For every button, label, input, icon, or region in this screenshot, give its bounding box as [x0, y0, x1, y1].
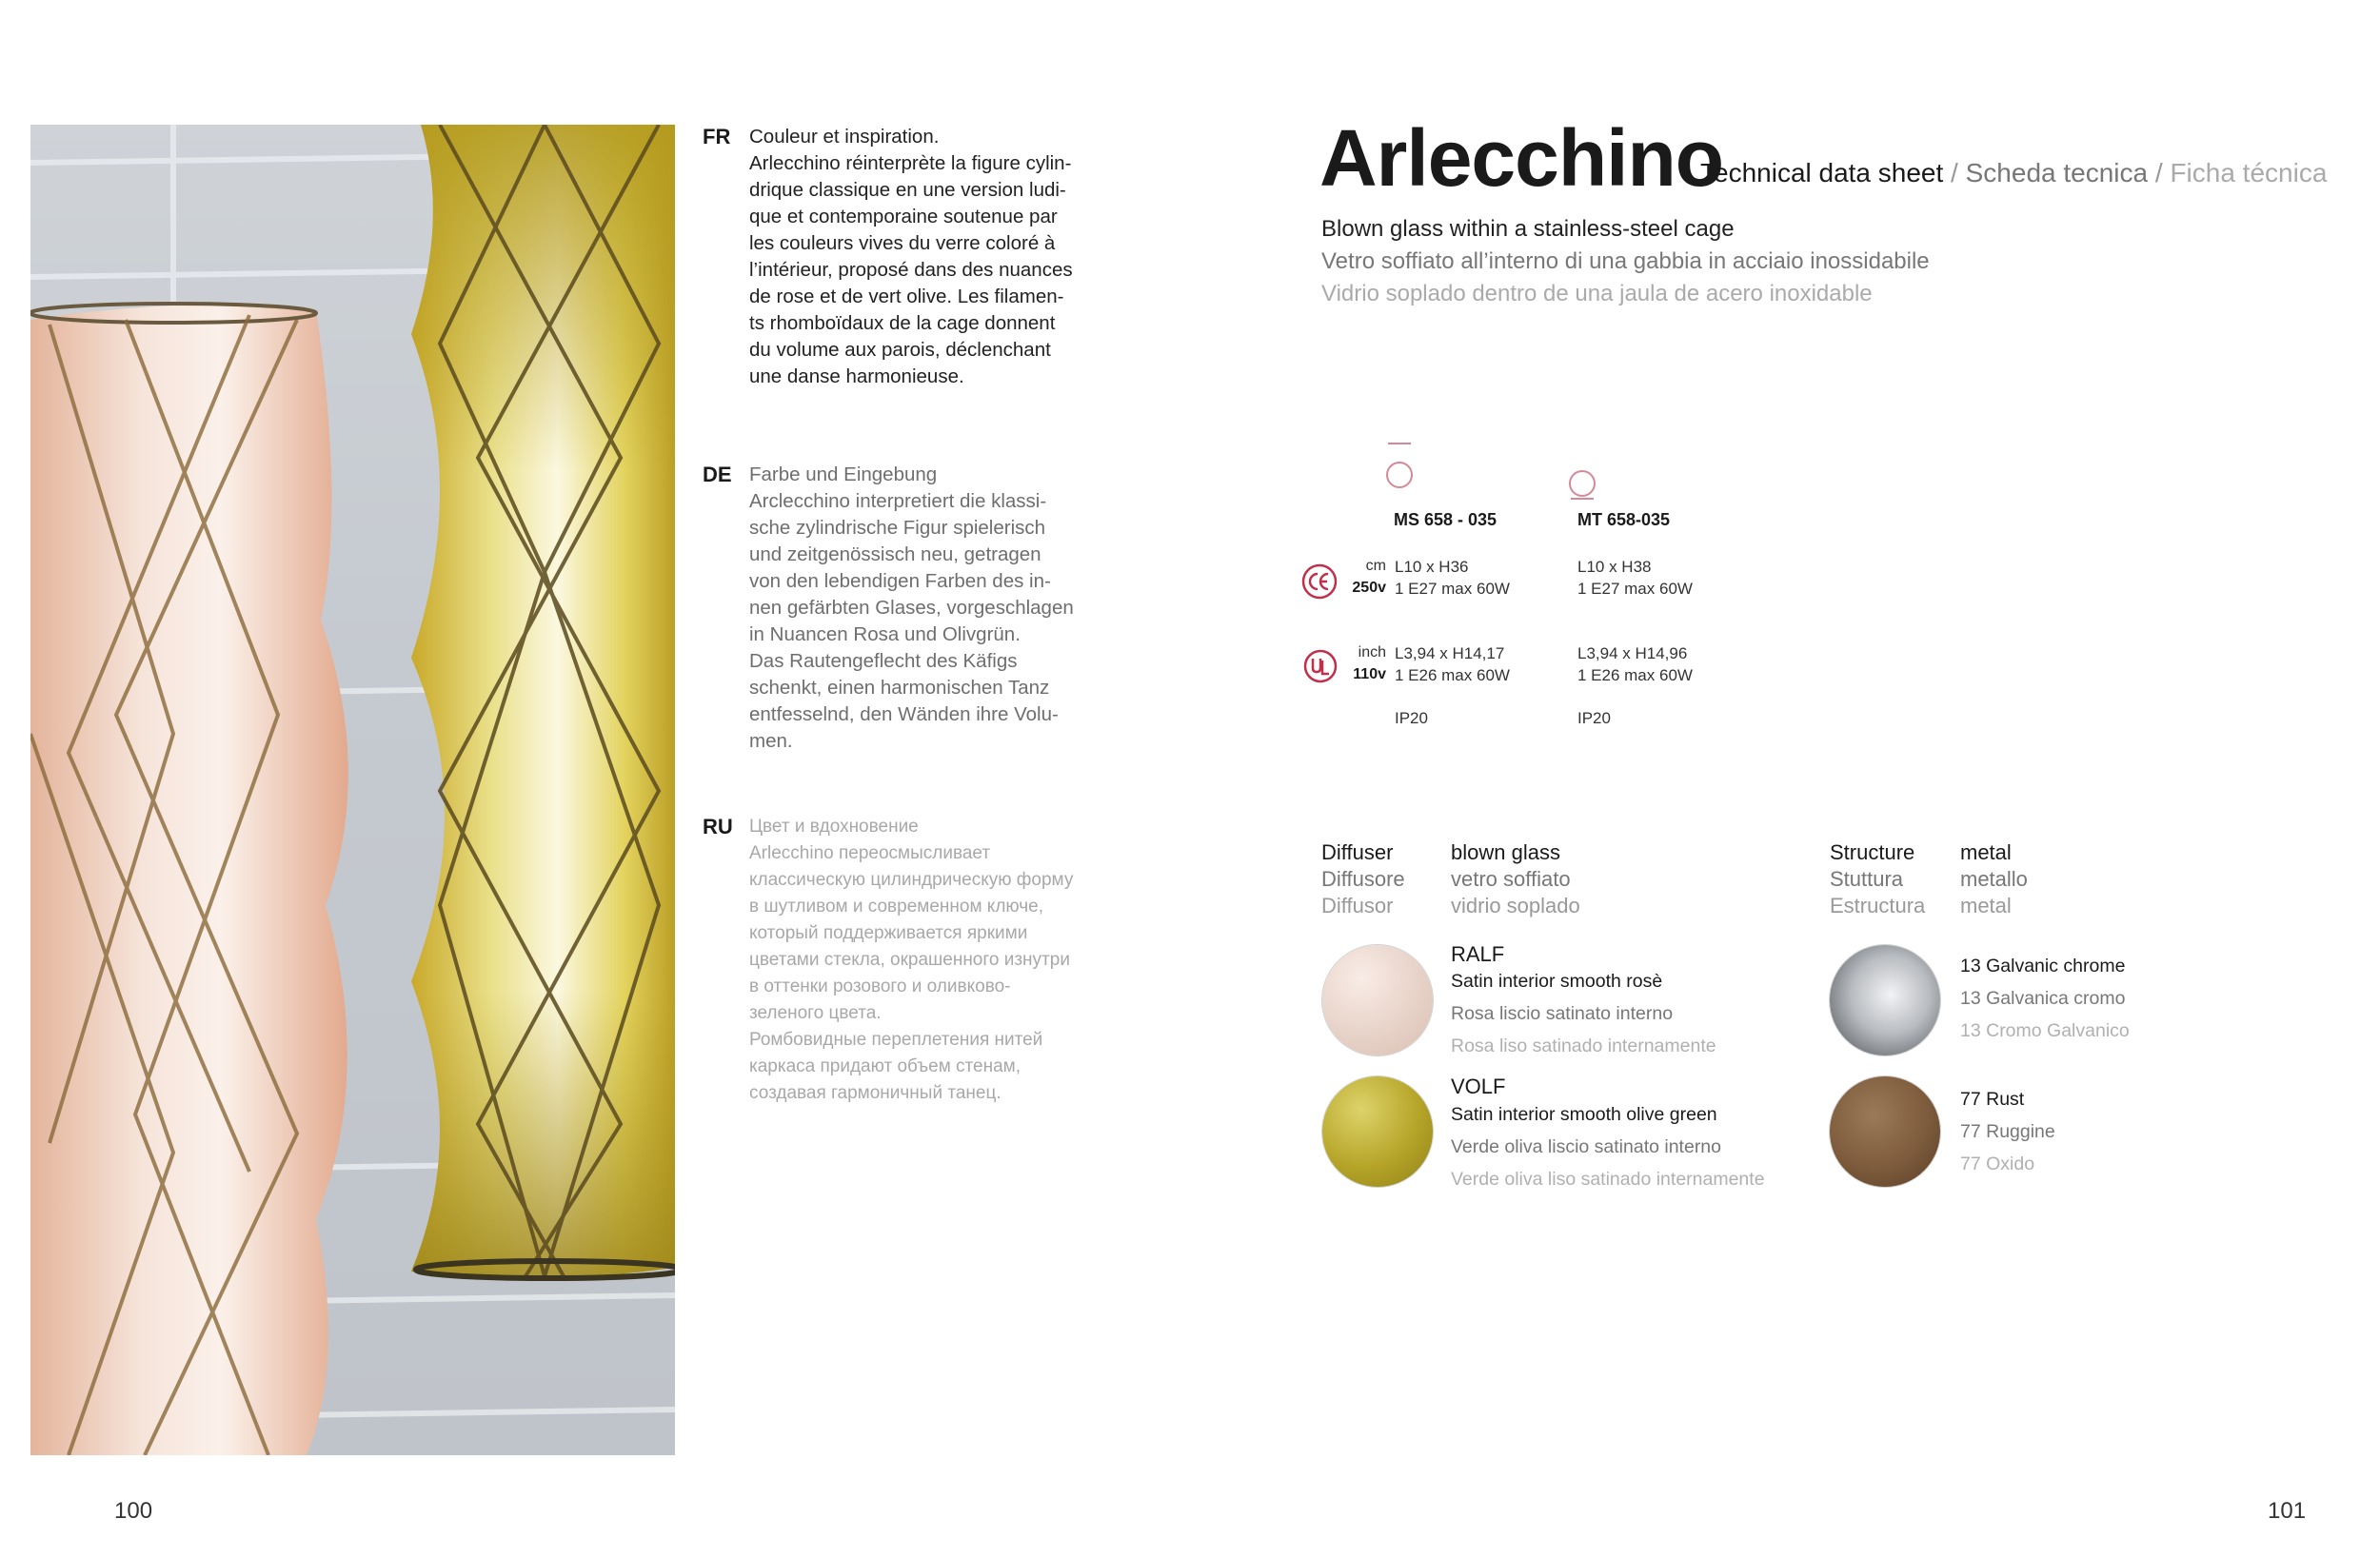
- desc-line: du volume aux parois, déclenchant: [749, 339, 1051, 361]
- desc-line: drique classique en une version ludi-: [749, 179, 1066, 201]
- subtitle-en: Technical data sheet: [1700, 158, 1944, 187]
- desc-line: создавая гармоничный танец.: [749, 1083, 1002, 1103]
- finish-desc: 13 Galvanica cromo: [1960, 988, 2126, 1009]
- desc-line: зеленого цвета.: [749, 1003, 882, 1023]
- desc-line: de rose et de vert olive. Les filamen-: [749, 286, 1064, 307]
- finish-desc: Rosa liscio satinato interno: [1451, 1003, 1674, 1024]
- desc-line: Couleur et inspiration.: [749, 126, 940, 148]
- structure-values: [1960, 839, 2028, 919]
- model-code-2: MT 658-035: [1577, 510, 1671, 529]
- structure-labels: [1830, 839, 1925, 919]
- subtitle-separator: /: [2148, 158, 2171, 187]
- description-fr: [749, 124, 1116, 390]
- spec-dimensions: L3,94 x H14,17: [1395, 644, 1505, 662]
- desc-line: Цвет и вдохновение: [749, 817, 919, 837]
- finish-desc: Satin interior smooth rosè: [1451, 971, 1663, 992]
- label-line: Diffusore: [1321, 867, 1405, 891]
- finish-name-ralf: RALF: [1451, 942, 1505, 966]
- spec-bulb: 1 E26 max 60W: [1395, 666, 1510, 684]
- desc-line: schenkt, einen harmonischen Tanz: [749, 677, 1050, 699]
- finish-desc: Rosa liso satinado internamente: [1451, 1035, 1716, 1056]
- finish-name-volf: VOLF: [1451, 1075, 1506, 1098]
- page-number-right: 101: [2268, 1498, 2307, 1524]
- unit-cm: cm: [1365, 558, 1386, 574]
- description-ru: [749, 814, 1116, 1107]
- desc-line: von den lebendigen Farben des in-: [749, 570, 1051, 592]
- subtitle-es: Ficha técnica: [2170, 158, 2328, 187]
- finish-desc: 13 Galvanic chrome: [1960, 956, 2126, 976]
- lang-tag-ru: RU: [703, 815, 733, 838]
- finish-desc: 13 Cromo Galvanico: [1960, 1020, 2130, 1041]
- ceiling-lamp-icon: [1563, 466, 1601, 504]
- label-line: Stuttura: [1830, 867, 1904, 891]
- chrome-color-swatch: [1830, 945, 1940, 1055]
- desc-line: который поддерживается яркими: [749, 923, 1028, 943]
- ralf-color-swatch: [1322, 945, 1433, 1055]
- lamp-photo-illustration: [30, 125, 675, 1455]
- ip-rating: IP20: [1395, 709, 1428, 727]
- product-title: Arlecchino: [1319, 113, 1724, 203]
- desc-line: und zeitgenössisch neu, getragen: [749, 543, 1041, 565]
- desc-line: Farbe und Eingebung: [749, 463, 938, 485]
- voltage-110: 110v: [1353, 666, 1386, 682]
- value-line: metal: [1960, 840, 2012, 864]
- finish-desc: Satin interior smooth olive green: [1451, 1104, 1717, 1125]
- desc-line: une danse harmonieuse.: [749, 365, 964, 387]
- desc-line: in Nuancen Rosa und Olivgrün.: [749, 623, 1021, 645]
- desc-line: в шутливом и современном ключе,: [749, 897, 1044, 917]
- subtitle-separator: /: [1943, 158, 1966, 187]
- finish-desc: 77 Rust: [1960, 1089, 2025, 1110]
- finish-desc: Verde oliva liscio satinato interno: [1451, 1136, 1721, 1157]
- value-line: metallo: [1960, 867, 2028, 891]
- unit-inch: inch: [1358, 644, 1386, 661]
- desc-line: ts rhomboïdaux de la cage donnent: [749, 312, 1056, 334]
- spec-bulb: 1 E26 max 60W: [1577, 666, 1693, 684]
- value-line: metal: [1960, 894, 2012, 917]
- label-line: Estructura: [1830, 894, 1926, 917]
- desc-line: каркаса придают объем стенам,: [749, 1056, 1021, 1076]
- voltage-250: 250v: [1352, 580, 1386, 596]
- value-line: blown glass: [1451, 840, 1560, 864]
- desc-line: Ромбовидные переплетения нитей: [749, 1030, 1043, 1050]
- diffuser-values: [1451, 839, 1580, 919]
- label-line: Diffusor: [1321, 894, 1394, 917]
- ip-rating: IP20: [1577, 709, 1611, 727]
- desc-line: sche zylindrische Figur spielerisch: [749, 517, 1046, 539]
- rust-color-swatch: [1830, 1076, 1940, 1187]
- desc-line: Arclecchino interpretiert die klassi-: [749, 490, 1047, 512]
- spec-dimensions: L10 x H38: [1577, 558, 1652, 576]
- document-subtitle: [1700, 158, 2327, 188]
- model-code-1: MS 658 - 035: [1394, 510, 1497, 529]
- label-line: Structure: [1830, 840, 1915, 864]
- finish-desc: 77 Oxido: [1960, 1154, 2035, 1174]
- desc-line: в оттенки розового и оливково-: [749, 976, 1011, 996]
- lang-tag-de: DE: [703, 463, 732, 486]
- value-line: vidrio soplado: [1451, 894, 1580, 917]
- spec-dimensions: L10 x H36: [1395, 558, 1469, 576]
- finish-desc: Verde oliva liso satinado internamente: [1451, 1169, 1765, 1190]
- desc-line: entfesselnd, den Wänden ihre Volu-: [749, 703, 1059, 725]
- desc-line: nen gefärbten Glases, vorgeschlagen: [749, 597, 1074, 619]
- spec-bulb: 1 E27 max 60W: [1395, 580, 1510, 598]
- desc-line: Arlecchino réinterprète la figure cylin-: [749, 152, 1072, 174]
- suspension-lamp-icon: [1380, 440, 1418, 493]
- desc-line: que et contemporaine soutenue par: [749, 206, 1058, 227]
- label-line: Diffuser: [1321, 840, 1394, 864]
- spec-bulb: 1 E27 max 60W: [1577, 580, 1693, 598]
- finish-desc: 77 Ruggine: [1960, 1121, 2055, 1142]
- desc-line: цветами стекла, окрашенного изнутри: [749, 950, 1070, 970]
- subtitle-it: Scheda tecnica: [1965, 158, 2149, 187]
- desc-line: les couleurs vives du verre coloré à: [749, 232, 1056, 254]
- spec-dimensions: L3,94 x H14,96: [1577, 644, 1688, 662]
- diffuser-labels: [1321, 839, 1405, 919]
- desc-line: Das Rautengeflecht des Käfigs: [749, 650, 1018, 672]
- desc-line: men.: [749, 730, 793, 752]
- value-line: vetro soffiato: [1451, 867, 1571, 891]
- desc-line: классическую цилиндрическую форму: [749, 870, 1074, 890]
- product-photo: [30, 125, 675, 1455]
- desc-line: Arlecchino переосмысливает: [749, 843, 991, 863]
- lang-tag-fr: FR: [703, 125, 731, 148]
- tagline-es: Vidrio soplado dentro de una jaula de acero inoxidable: [1321, 281, 1873, 306]
- tagline-it: Vetro soffiato all’interno di una gabbia in acciaio inossidabile: [1321, 248, 1930, 274]
- description-de: [749, 462, 1116, 755]
- page-number-left: 100: [114, 1498, 153, 1524]
- volf-color-swatch: [1322, 1076, 1433, 1187]
- tagline-en: Blown glass within a stainless-steel cage: [1321, 216, 1735, 242]
- desc-line: l’intérieur, proposé dans des nuances: [749, 259, 1073, 281]
